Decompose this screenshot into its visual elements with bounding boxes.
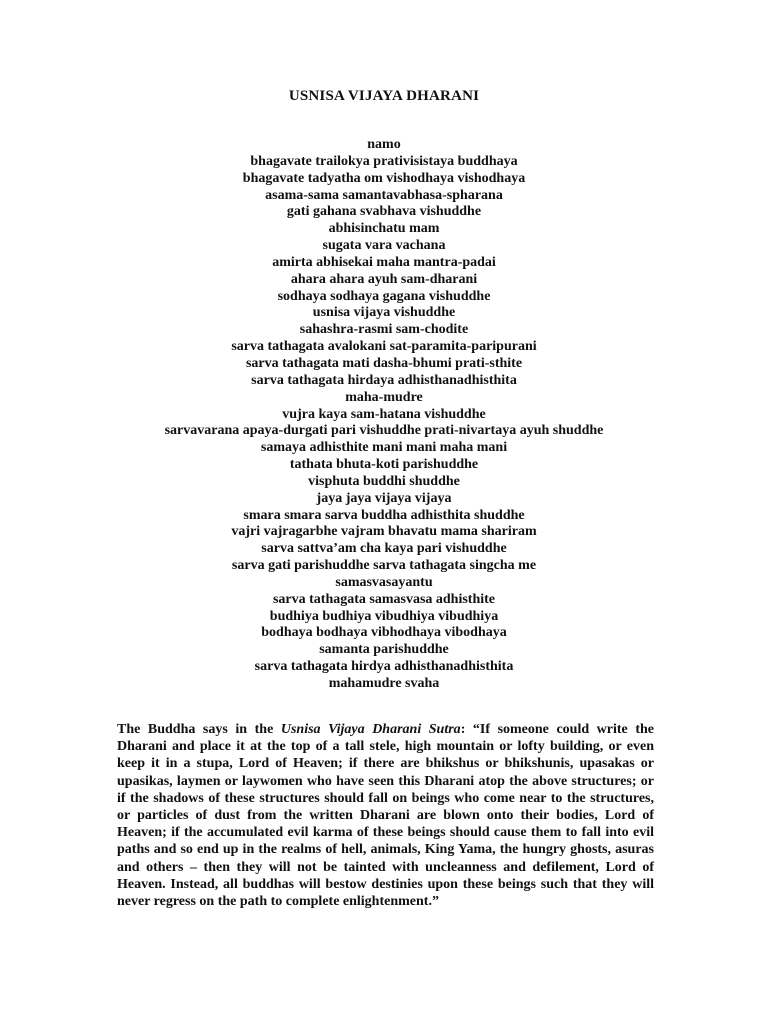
verse-line: sarva tathagata avalokani sat-paramita-paripurani bbox=[231, 339, 537, 355]
verse-line: sarva tathagata samasvasa adhisthite bbox=[272, 591, 496, 607]
verse-line: mahamudre svaha bbox=[328, 676, 440, 691]
verse-line: namo bbox=[367, 137, 401, 152]
commentary-body: : “If someone could write the Dharani and place it at the top of a tall stele, high mountain or lofty building, or even keep it in a stupa, Lord of Heaven; if there are bhikshus or bhikshunis, upasakas or upasikas, laymen or laywomen who have seen this Dharani atop the above structures; or if the shadows of these structures should fall on beings who come near to the structures, or particles of dust from the written Dharani are blown onto their bodies, Lord of Heaven; if the accumulated evil karma of these beings should cause them to fall into evil paths and so end up in the realms of hell, animals, King Yama, the hungry ghosts, asuras and others – then they will not be tainted with uncleanness and defilement, Lord of Heaven. Instead, all buddhas will bestow destinies upon these beings such that they will never regress on the path to complete enlightenment.” bbox=[117, 722, 654, 910]
verse-line: sarva tathagata mati dasha-bhumi prati-sthite bbox=[245, 355, 523, 371]
verse-line: maha-mudre bbox=[345, 389, 423, 405]
sutra-title: Usnisa Vijaya Dharani Sutra bbox=[280, 722, 461, 737]
verse-line: tathata bhuta-koti parishuddhe bbox=[289, 457, 479, 473]
verse-line: bodhaya bodhaya vibhodhaya vibodhaya bbox=[261, 625, 507, 641]
verse-line: visphuta buddhi shuddhe bbox=[308, 473, 460, 489]
verse-line: smara smara sarva buddha adhisthita shuddhe bbox=[243, 507, 525, 523]
verse-line: abhisinchatu mam bbox=[328, 221, 440, 237]
verse-line: bhagavate tadyatha om vishodhaya vishodhaya bbox=[242, 170, 526, 186]
verse-line: samasvasayantu bbox=[335, 574, 433, 590]
verse-line: sodhaya sodhaya gagana vishuddhe bbox=[277, 288, 491, 304]
verse-line: sarva gati parishuddhe sarva tathagata singcha me bbox=[231, 558, 537, 574]
verse-line: jaya jaya vijaya vijaya bbox=[316, 490, 452, 506]
verse-line: gati gahana svabhava vishuddhe bbox=[286, 204, 482, 220]
verse-line: sahashra-rasmi sam-chodite bbox=[299, 322, 469, 338]
commentary-intro: The Buddha says in the bbox=[117, 722, 281, 737]
verse-line: sarva tathagata hirdaya adhisthanadhisthita bbox=[251, 372, 517, 388]
dharani-verse bbox=[0, 137, 768, 693]
verse-line: usnisa vijaya vishuddhe bbox=[312, 305, 456, 321]
verse-line: sarvavarana apaya-durgati pari vishuddhe prati-nivartaya ayuh shuddhe bbox=[164, 423, 604, 439]
verse-line: sarva tathagata hirdya adhisthanadhisthita bbox=[254, 659, 514, 675]
verse-line: sarva sattva’am cha kaya pari vishuddhe bbox=[261, 541, 507, 557]
document-title: USNISA VIJAYA DHARANI bbox=[288, 88, 480, 104]
verse-line: samanta parishuddhe bbox=[319, 642, 449, 658]
verse-line: asama-sama samantavabhasa-spharana bbox=[265, 187, 503, 203]
verse-line: ahara ahara ayuh sam-dharani bbox=[290, 271, 478, 287]
commentary-paragraph bbox=[117, 721, 654, 910]
verse-line: budhiya budhiya vibudhiya vibudhiya bbox=[269, 608, 499, 624]
verse-line: vujra kaya sam-hatana vishuddhe bbox=[282, 406, 486, 422]
verse-line: amirta abhisekai maha mantra-padai bbox=[272, 254, 496, 270]
verse-line: sugata vara vachana bbox=[322, 238, 446, 254]
verse-line: vajri vajragarbhe vajram bhavatu mama shariram bbox=[231, 524, 537, 540]
verse-line: bhagavate trailokya prativisistaya buddhaya bbox=[250, 153, 518, 169]
verse-line: samaya adhisthite mani mani maha mani bbox=[260, 440, 508, 456]
